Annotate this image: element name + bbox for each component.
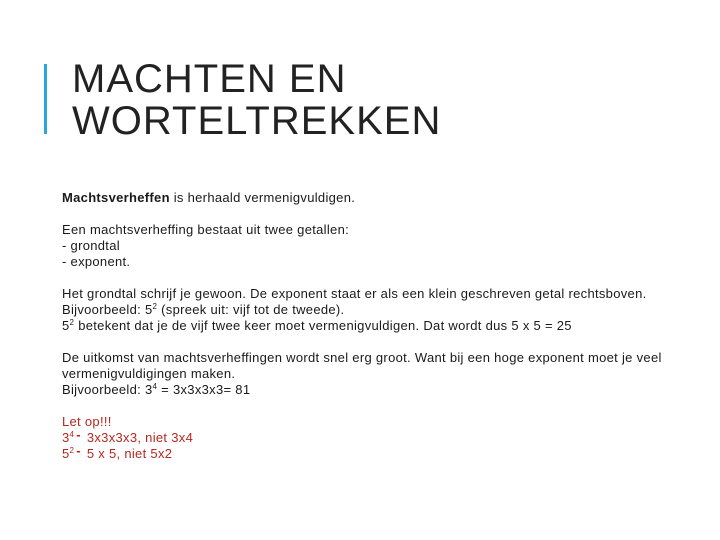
notation-meaning <box>62 318 682 334</box>
warning-example-2-exponent: 2 <box>69 446 75 455</box>
warning-example-2 <box>62 443 682 462</box>
notation-example <box>62 302 682 318</box>
warning-example-1-dash: - <box>76 427 81 442</box>
definition-text: is herhaald vermenigvuldigen. <box>169 190 356 205</box>
notation-paragraph <box>62 286 682 334</box>
warning-example-2-dash: - <box>76 443 81 458</box>
component-grondtal: - grondtal <box>62 238 120 253</box>
definition-paragraph <box>62 190 682 206</box>
warning-example-1-rest: 3x3x3x3, niet 3x4 <box>82 430 194 445</box>
slide-title-line-2: WORTELTREKKEN <box>72 99 442 143</box>
notation-explanation: Het grondtal schrijf je gewoon. De exponent staat er als een klein geschreven getal rechtsboven. <box>62 286 647 301</box>
warning-example-2-rest: 5 x 5, niet 5x2 <box>82 446 173 461</box>
growth-example-rest: = 3x3x3x3= 81 <box>157 382 251 397</box>
term-machtsverheffen: Machtsverheffen <box>62 190 170 205</box>
notation-meaning-exponent: 2 <box>69 318 75 327</box>
notation-example-rest: (spreek uit: vijf tot de tweede). <box>157 302 345 317</box>
warning-heading: Let op!!! <box>62 414 112 429</box>
slide-title-line-1: MACHTEN EN <box>72 57 347 101</box>
growth-example <box>62 382 682 398</box>
warning-paragraph <box>62 414 682 462</box>
components-paragraph <box>62 222 682 270</box>
growth-example-exponent: 4 <box>152 382 158 391</box>
growth-example-base: Bijvoorbeeld: 3 <box>62 382 153 397</box>
slide-body <box>62 190 682 478</box>
warning-example-2-base: 5 <box>62 446 70 461</box>
warning-example-1 <box>62 427 682 446</box>
components-intro: Een machtsverheffing bestaat uit twee getallen: <box>62 222 350 237</box>
notation-example-base: Bijvoorbeeld: 5 <box>62 302 153 317</box>
growth-line-2: vermenigvuldigingen maken. <box>62 366 236 381</box>
warning-example-1-exponent: 4 <box>69 430 75 439</box>
title-accent-bar <box>44 64 47 134</box>
growth-line-1: De uitkomst van machtsverheffingen wordt snel erg groot. Want bij een hoge exponent moet je veel <box>62 350 662 365</box>
notation-meaning-base: 5 <box>62 318 70 333</box>
notation-example-exponent: 2 <box>152 302 158 311</box>
notation-meaning-rest: betekent dat je de vijf twee keer moet vermenigvuldigen. Dat wordt dus 5 x 5 = 25 <box>74 318 572 333</box>
growth-paragraph <box>62 350 682 398</box>
component-exponent: - exponent. <box>62 254 131 269</box>
warning-example-1-base: 3 <box>62 430 70 445</box>
slide-title <box>72 58 441 142</box>
